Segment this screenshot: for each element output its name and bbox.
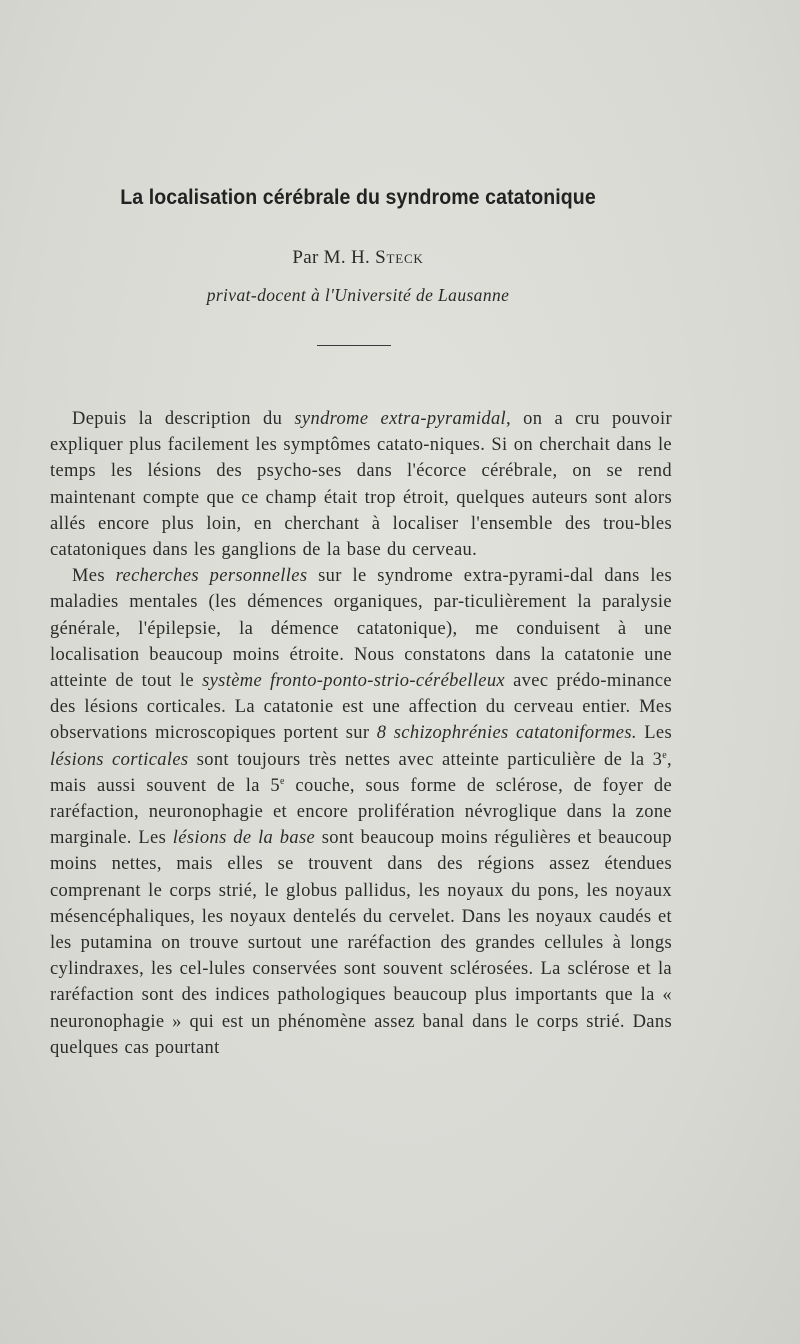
- emphasis-run: syndrome extra-pyramidal,: [294, 409, 512, 429]
- text-run: , mais aussi souvent de la 5: [50, 749, 672, 796]
- text-run: sont beaucoup moins régulières et beaucoup moins nettes, mais elles se trouvent dans des régions assez étendues comprenant le corps strié, le globus pallidus, les noyaux du pons, les noyaux mésencéphaliques, les noyaux dentelés du cervelet. Dans les noyaux caudés et les putamina on trouve surtout une raréfaction des grandes cellules à longs cylindraxes, les cel-lules conservées sont souvent sclérosées. La sclérose et la raréfaction sont des indices pathologiques beaucoup plus importants que la « neuronophagie » qui est un phénomène assez banal dans le corps strié. Dans quelques cas pourtant: [50, 828, 672, 1058]
- author-affiliation: privat-docent à l'Université de Lausanne: [206, 285, 510, 305]
- text-run: on a cru pouvoir expliquer plus facilement les symptômes catato-niques. Si on cherchait dans le temps les lésions des psycho-ses dans l'écorce cérébrale, on se rend maintenant compte que ce champ était trop étroit, quelques auteurs sont alors allés encore plus loin, en cherchant à localiser l'ensemble des trou-bles catatoniques dans les ganglions de la base du cerveau.: [50, 409, 672, 561]
- author-prefix: Par M. H.: [292, 247, 371, 268]
- superscript: e: [279, 775, 285, 787]
- emphasis-run: 8 schizophrénies catatoniformes.: [376, 723, 637, 744]
- author-line: [0, 247, 716, 269]
- emphasis-run: recherches personnelles: [115, 566, 308, 587]
- article-body: [50, 406, 672, 1061]
- text-run: sur le syndrome extra-pyrami-dal dans les maladies mentales (les démences organiques, par-ticulièrement la paralysie générale, l'épilepsie, la démence catatonique), me conduisent à une localisation beaucoup moins étroite. Nous constatons dans la catatonie une atteinte de tout le: [50, 566, 673, 692]
- author-name: Steck: [375, 247, 424, 268]
- text-run: sont toujours très nettes avec atteinte particulière de la 3: [196, 749, 663, 770]
- emphasis-run: lésions corticales: [50, 749, 189, 770]
- superscript: e: [662, 749, 667, 761]
- emphasis-run: système fronto-ponto-strio-cérébelleux: [202, 671, 505, 692]
- text-run: Depuis la description du: [72, 409, 283, 429]
- text-run: Les: [644, 723, 673, 744]
- text-run: avec prédo-minance des lésions corticales. La catatonie est une affection du cerveau entier. Mes observations microscopiques portent sur: [50, 671, 672, 744]
- text-run: couche, sous forme de sclérose, de foyer de raréfaction, neuronophagie et encore prolifération névroglique dans la zone marginale. Les: [50, 775, 673, 849]
- text-run: Mes: [72, 566, 105, 587]
- emphasis-run: lésions de la base: [172, 828, 316, 849]
- paragraph-2: [50, 563, 672, 1061]
- paragraph-1: [50, 406, 672, 563]
- title-divider: [317, 345, 391, 346]
- article-title: La localisation cérébrale du syndrome catatonique: [120, 186, 596, 209]
